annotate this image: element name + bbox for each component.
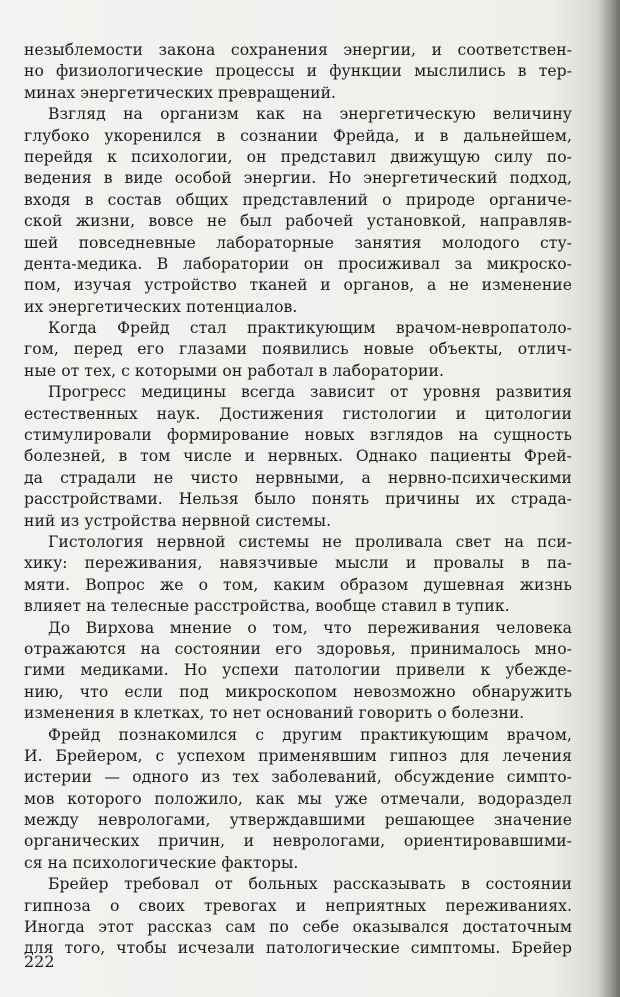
book-spine-shadow bbox=[598, 0, 620, 997]
text-line: Брейер требовал от больных рассказывать в состоянии bbox=[48, 875, 572, 894]
text-line: дента-медика. В лаборатории он просиживал за микроско- bbox=[24, 254, 572, 273]
text-line: истерии — одного из тех заболеваний, обсуждение симпто- bbox=[24, 768, 572, 787]
text-line: отражаются на состоянии его здоровья, принималось мно- bbox=[24, 639, 572, 658]
text-line: Гистология нервной системы не проливала свет на пси- bbox=[48, 532, 572, 551]
text-line: изменения в клетках, то нет оснований говорить о болезни. bbox=[24, 704, 525, 723]
text-line: До Вирхова мнение о том, что переживания человека bbox=[48, 618, 572, 637]
text-line: перейдя к психологии, он представил движущую силу по- bbox=[24, 147, 572, 166]
text-line: Взгляд на организм как на энергетическую величину bbox=[48, 105, 572, 124]
text-line: гипноза о своих тревогах и неприятных переживаниях. bbox=[24, 896, 572, 915]
body-text bbox=[24, 40, 572, 960]
text-line: для того, чтобы исчезали патологические симптомы. Брейер bbox=[24, 939, 572, 958]
text-line: Фрейд познакомился с другим практикующим врачом, bbox=[48, 725, 572, 744]
text-line: стимулировали формирование новых взглядов на сущность bbox=[24, 426, 572, 445]
text-line: да страдали не чисто нервными, а нервно-психическими bbox=[24, 468, 572, 487]
text-line: шей повседневные лабораторные занятия молодого сту- bbox=[24, 233, 572, 252]
text-line: ся на психологические факторы. bbox=[24, 853, 299, 872]
text-line: входя в состав общих представлений о природе органиче- bbox=[24, 190, 572, 209]
text-line: ведения в виде особой энергии. Но энергетический подход, bbox=[24, 169, 572, 188]
text-line: ской жизни, вовсе не был рабочей установкой, направляв- bbox=[24, 212, 572, 231]
text-line: гом, перед его глазами появились новые объекты, отлич- bbox=[24, 340, 572, 359]
text-line: мяти. Вопрос же о том, каким образом душевная жизнь bbox=[24, 575, 572, 594]
text-line: между неврологами, утверждавшими решающее значение bbox=[24, 811, 572, 830]
text-line: гими медиками. Но успехи патологии привели к убежде- bbox=[24, 661, 572, 680]
text-line: хику: переживания, навязчивые мысли и провалы в па- bbox=[24, 554, 572, 573]
text-line: Прогресс медицины всегда зависит от уровня развития bbox=[48, 383, 572, 402]
text-line: мов которого положило, как мы уже отмечали, водораздел bbox=[24, 789, 572, 808]
text-line: их энергетических потенциалов. bbox=[24, 297, 298, 316]
text-line: влияет на телесные расстройства, вообще ставил в тупик. bbox=[24, 597, 510, 616]
page-number: 222 bbox=[24, 952, 55, 971]
text-line: естественных наук. Достижения гистологии и цитологии bbox=[24, 404, 572, 423]
text-line: И. Брейером, с успехом применявшим гипноз для лечения bbox=[24, 746, 572, 765]
text-line: минах энергетических превращений. bbox=[24, 83, 337, 102]
text-line: ний из устройства нервной системы. bbox=[24, 511, 332, 530]
text-line: пом, изучая устройство тканей и органов, а не изменение bbox=[24, 276, 572, 295]
text-line: но физиологические процессы и функции мыслились в тер- bbox=[24, 62, 572, 81]
text-line: Когда Фрейд стал практикующим врачом-невропатоло- bbox=[48, 319, 572, 338]
text-line: болезней, в том числе и нервных. Однако пациенты Фрей- bbox=[24, 447, 572, 466]
text-line: расстройствами. Нельзя было понять причины их страда- bbox=[24, 490, 572, 509]
text-line: органических причин, и неврологами, ориентировавшими- bbox=[24, 832, 572, 851]
text-line: глубоко укоренился в сознании Фрейда, и в дальнейшем, bbox=[24, 126, 572, 145]
text-line: нию, что если под микроскопом невозможно обнаружить bbox=[24, 682, 572, 701]
text-line: незыблемости закона сохранения энергии, и соответствен- bbox=[24, 41, 572, 59]
text-line: Иногда этот рассказ сам по себе оказывался достаточным bbox=[24, 918, 572, 937]
text-line: ные от тех, с которыми он работал в лаборатории. bbox=[24, 361, 444, 380]
